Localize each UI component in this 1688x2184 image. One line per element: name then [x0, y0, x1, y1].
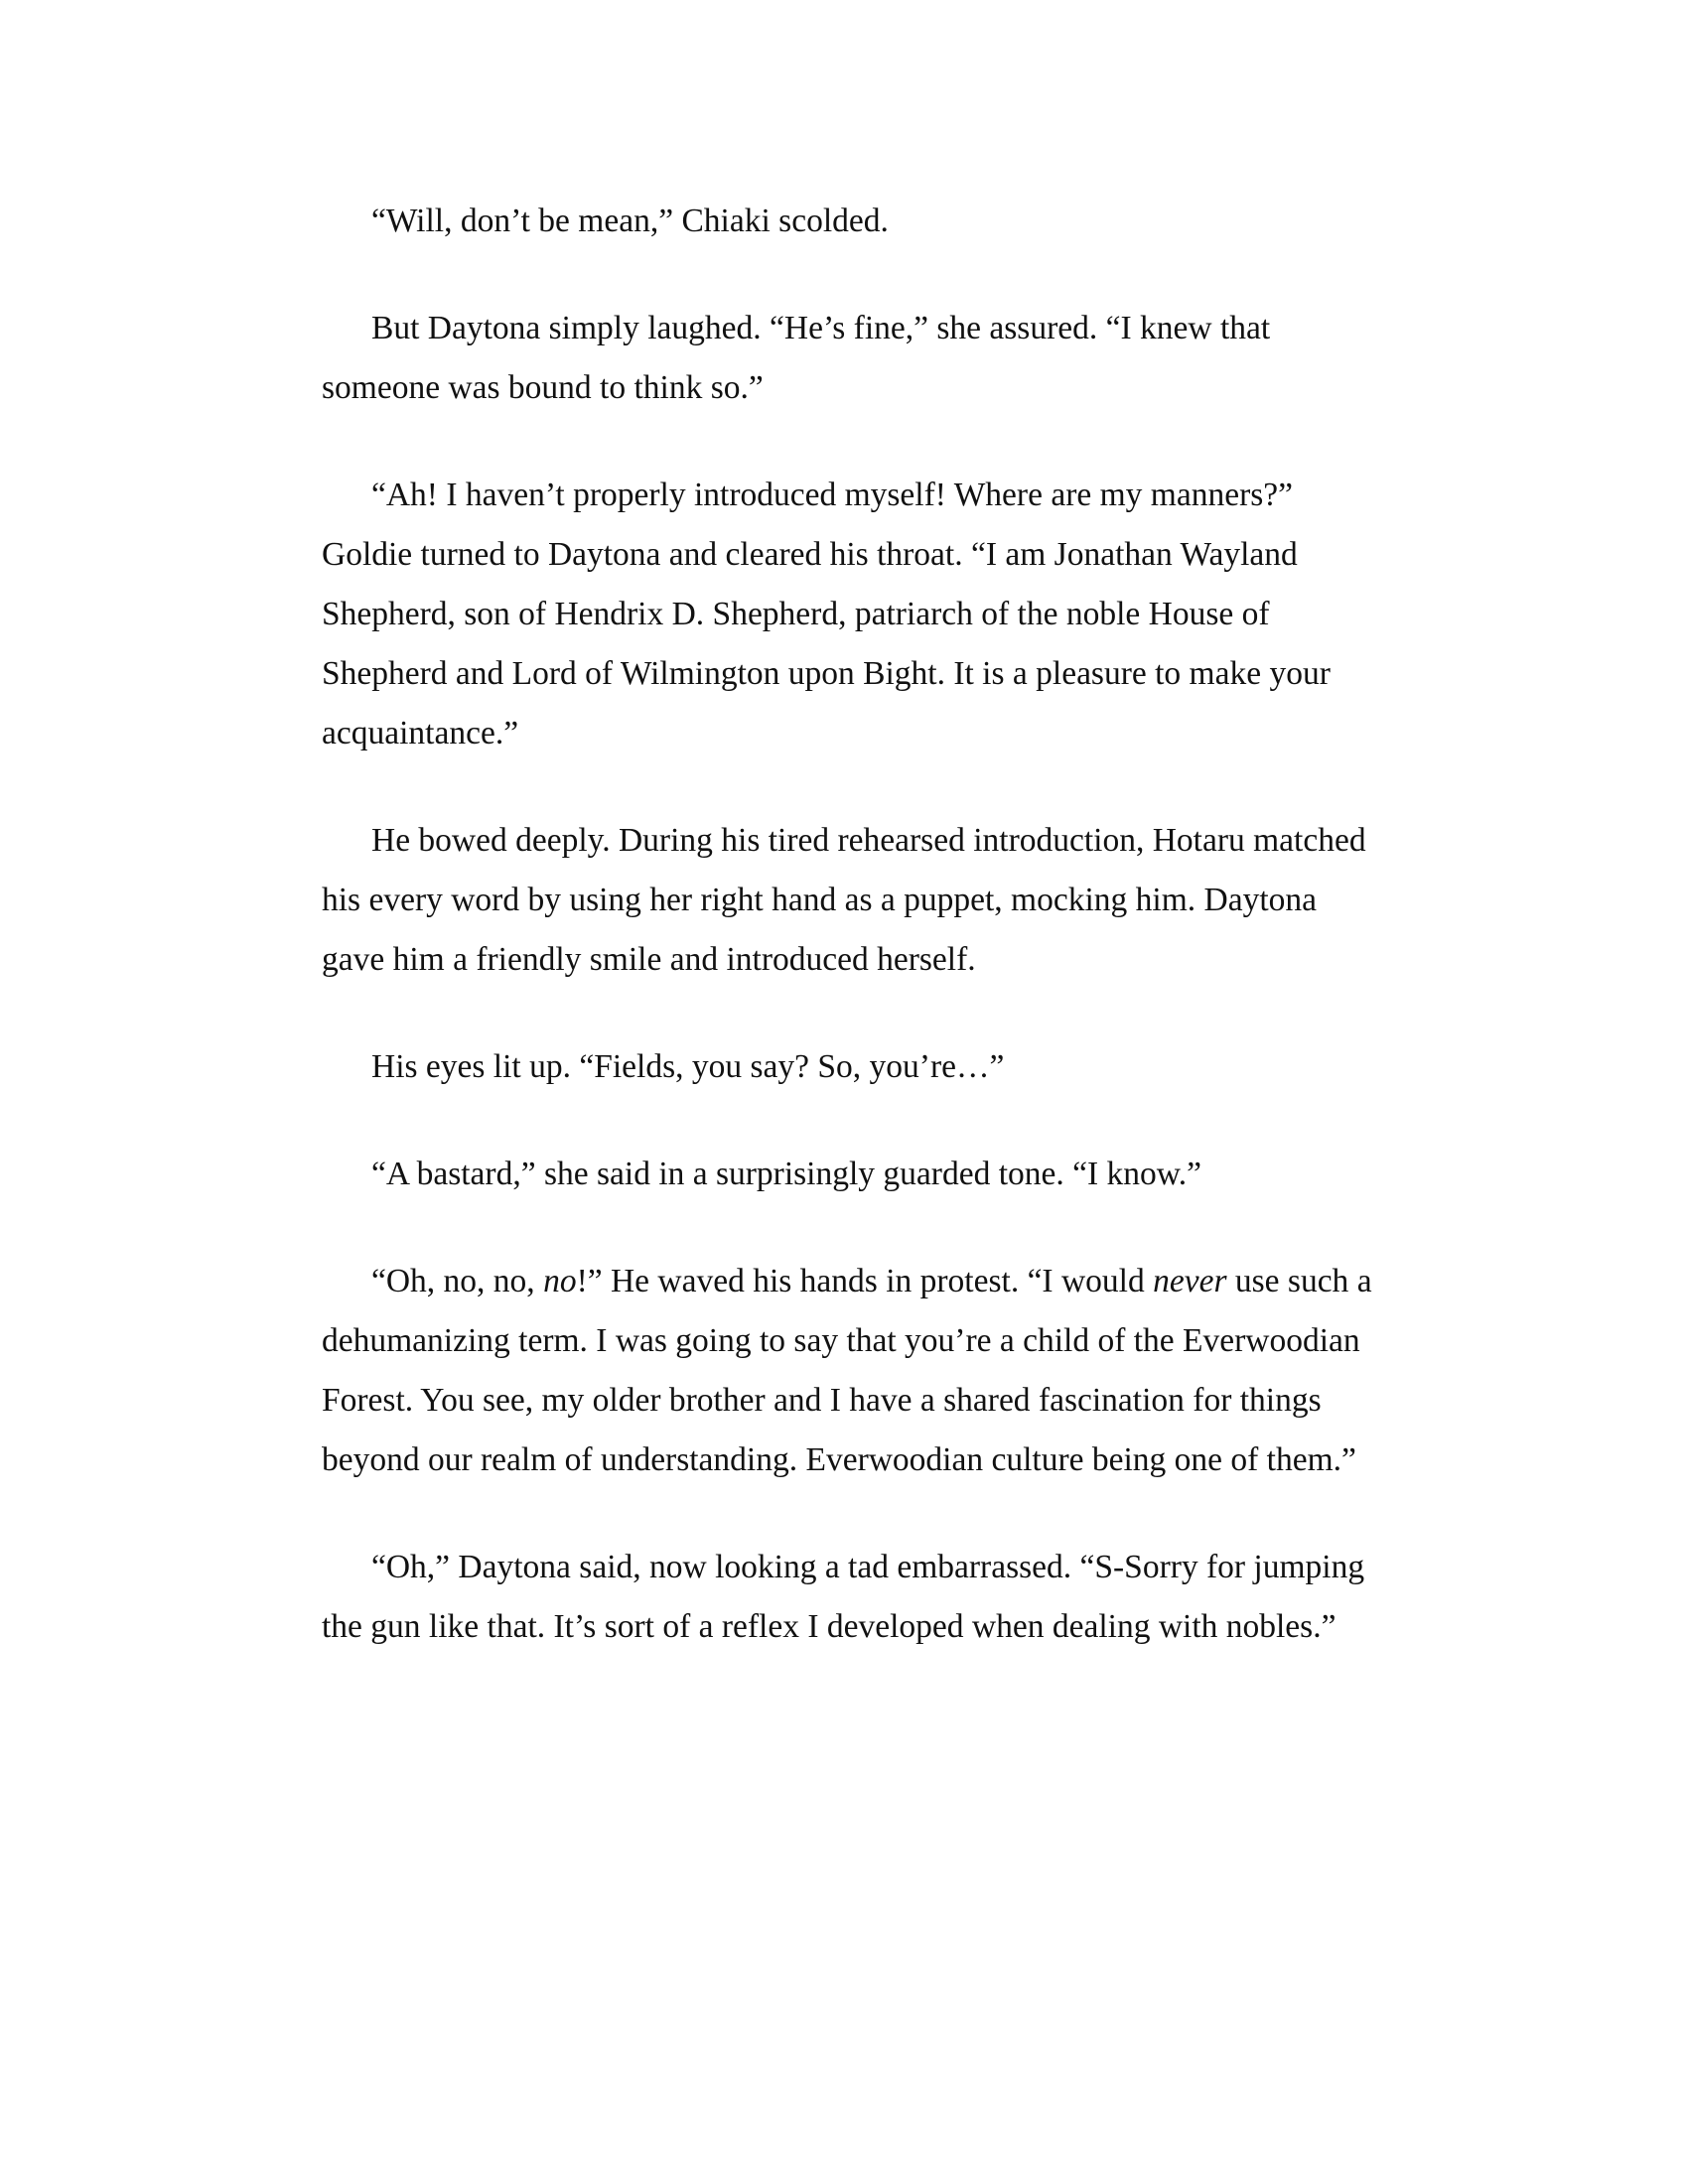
- paragraph-line: Shepherd and Lord of Wilmington upon Bight. It is a pleasure to make your: [322, 655, 1331, 692]
- paragraph-line: his every word by using her right hand as a puppet, mocking him. Daytona: [322, 882, 1318, 918]
- paragraph-text: “A bastard,” she said in a surprisingly guarded tone. “I know.”: [371, 1156, 1202, 1192]
- paragraph-line: acquaintance.”: [322, 715, 519, 751]
- paragraph-line-part: !” He waved his hands in protest. “I would: [576, 1263, 1154, 1299]
- paragraph-6: [322, 1145, 1374, 1204]
- paragraph-line: fascination for things beyond our realm of understanding. Everwoodian: [322, 1382, 1322, 1478]
- paragraph-line: Everwoodian Forest. You see, my older brother and I have a shared: [322, 1322, 1360, 1419]
- paragraph-line: “Oh,” Daytona said, now looking a tad embarrassed. “S-Sorry for jumping: [371, 1549, 1365, 1585]
- paragraph-8: [322, 1538, 1374, 1657]
- paragraph-5: [322, 1037, 1374, 1097]
- paragraph-line-part: use such: [1226, 1263, 1349, 1299]
- document-body: [322, 192, 1374, 1705]
- paragraph-text: His eyes lit up. “Fields, you say? So, you’re…”: [371, 1048, 1005, 1085]
- emphasis-text: no: [543, 1263, 577, 1299]
- paragraph-line: the gun like that. It’s sort of a reflex I developed when dealing with nobles.”: [322, 1608, 1336, 1645]
- paragraph-line: culture being one of them.”: [991, 1441, 1356, 1478]
- paragraph-line: Shepherd, son of Hendrix D. Shepherd, patriarch of the noble House of: [322, 596, 1270, 632]
- paragraph-2: [322, 299, 1374, 418]
- paragraph-line: someone was bound to think so.”: [322, 369, 764, 406]
- paragraph-line: “Ah! I haven’t properly introduced myself! Where are my manners?”: [371, 477, 1294, 513]
- paragraph-line-part: “Oh, no, no,: [371, 1263, 544, 1299]
- paragraph-line: a dehumanizing term. I was going to say that you’re a child of the: [322, 1263, 1372, 1359]
- paragraph-line: He bowed deeply. During his tired rehearsed introduction, Hotaru matched: [371, 822, 1366, 859]
- emphasis-text: never: [1153, 1263, 1227, 1299]
- paragraph-4: [322, 811, 1374, 990]
- paragraph-text: “Will, don’t be mean,” Chiaki scolded.: [371, 203, 889, 239]
- paragraph-1: [322, 192, 1374, 251]
- paragraph-line: Goldie turned to Daytona and cleared his throat. “I am Jonathan Wayland: [322, 536, 1298, 573]
- paragraph-line: gave him a friendly smile and introduced herself.: [322, 941, 976, 978]
- paragraph-3: [322, 466, 1374, 763]
- paragraph-line: But Daytona simply laughed. “He’s fine,” she assured. “I knew that: [371, 310, 1271, 346]
- paragraph-7: [322, 1252, 1374, 1490]
